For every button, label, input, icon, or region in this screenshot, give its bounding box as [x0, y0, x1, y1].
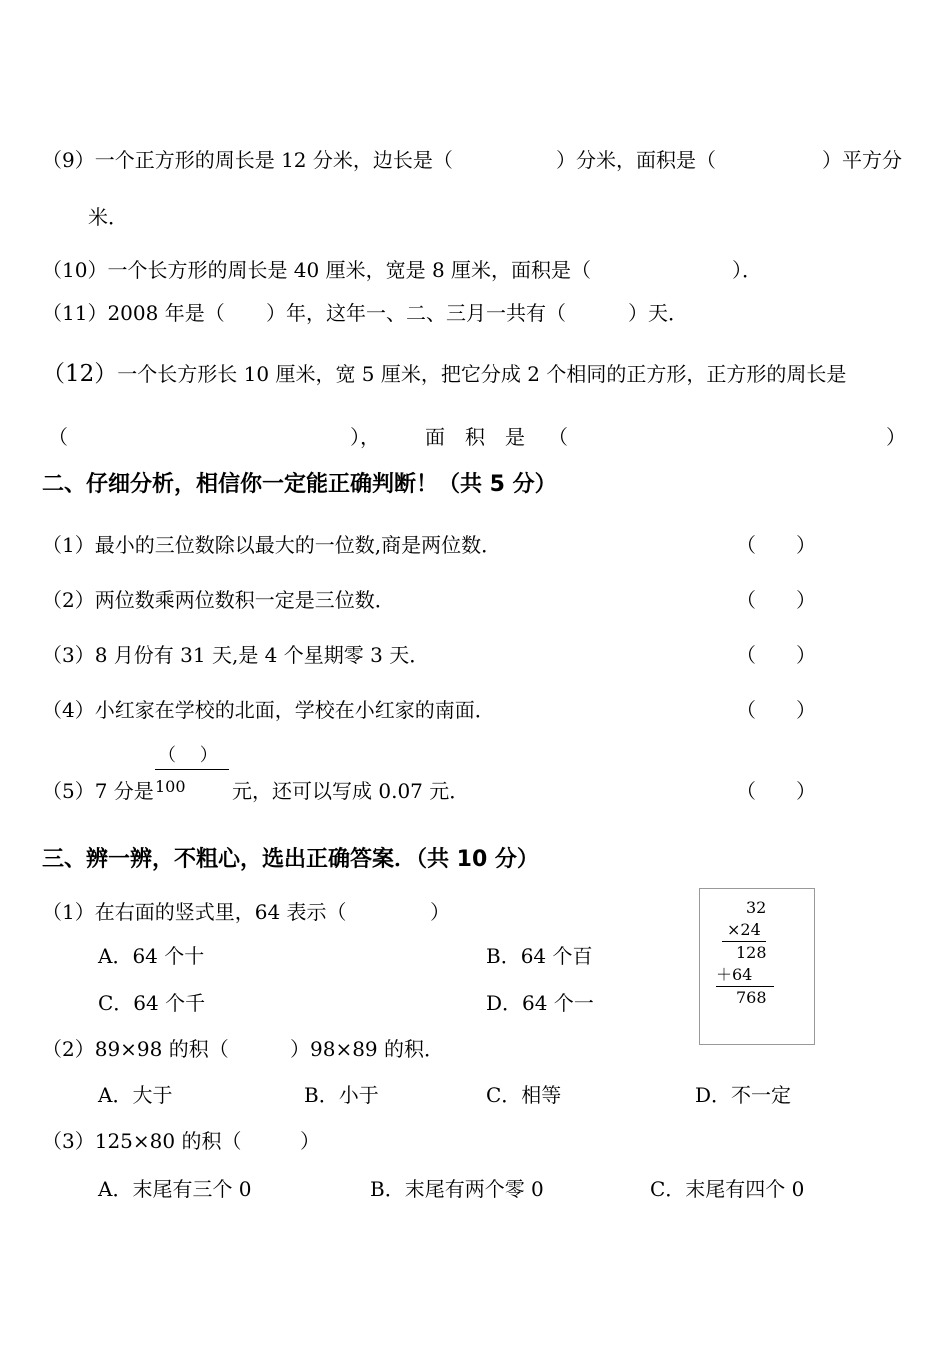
choice-q1-close: ） [430, 900, 450, 924]
judge-answer-3[interactable]: （ ） [736, 643, 816, 667]
choice-q1: （1）在右面的竖式里，64 表示（ [42, 900, 347, 924]
choice-q3: （3）125×80 的积（ [42, 1129, 242, 1153]
calc-partial-1: 128 [736, 943, 767, 962]
q12-open-paren-2: （ [548, 425, 568, 449]
choice-q3-close: ） [300, 1129, 320, 1153]
calc-rule-2 [716, 986, 774, 987]
q12-open-paren-1: （ [48, 425, 68, 449]
calc-rule-1 [722, 941, 766, 942]
q1-option-d[interactable]: D．64 个一 [486, 991, 594, 1015]
judge-item-4: （4）小红家在学校的北面，学校在小红家的南面． [42, 698, 495, 722]
calc-partial-2: ＋64 [716, 965, 753, 984]
q12-body: 一个长方形长 10 厘米，宽 5 厘米，把它分成 2 个相同的正方形，正方形的周长是 [117, 362, 847, 386]
judge-item-5-suffix: 元，还可以写成 0.07 元． [232, 779, 470, 803]
q10-text-1: （10）一个长方形的周长是 40 厘米，宽是 8 厘米，面积是（ [42, 258, 592, 282]
section3-heading: 三、辨一辨，不粗心，选出正确答案．（共 10 分） [42, 847, 539, 872]
choice-q2-close: ）98×89 的积． [290, 1037, 445, 1061]
q3-option-c[interactable]: C．末尾有四个 0 [650, 1177, 805, 1201]
q2-option-d[interactable]: D．不一定 [695, 1083, 792, 1107]
section2-heading: 二、仔细分析，相信你一定能正确判断！（共 5 分） [42, 472, 557, 497]
q3-option-a[interactable]: A．末尾有三个 0 [98, 1177, 252, 1201]
q1-option-b[interactable]: B．64 个百 [486, 944, 593, 968]
q11-text-2: ）年，这年一、二、三月一共有（ [266, 301, 566, 325]
q12-area-label: 面 积 是 [425, 425, 525, 449]
q9-text-2: ）分米，面积是（ [556, 148, 716, 172]
judge-item-3: （3）8 月份有 31 天,是 4 个星期零 3 天． [42, 643, 430, 667]
q2-option-b[interactable]: B．小于 [304, 1083, 379, 1107]
q12-close-paren-1: ）， [350, 425, 380, 449]
judge-item-1: （1）最小的三位数除以最大的一位数,商是两位数． [42, 533, 502, 557]
judge-answer-2[interactable]: （ ） [736, 588, 816, 612]
q5-fraction-numerator: （ ） [158, 745, 218, 766]
q9-text-cont: 米． [88, 205, 128, 229]
q9-text-1: （9）一个正方形的周长是 12 分米，边长是（ [42, 148, 453, 172]
q11-text-1: （11）2008 年是（ [42, 301, 225, 325]
q3-option-b[interactable]: B．末尾有两个零 0 [370, 1177, 544, 1201]
judge-item-5-prefix: （5）7 分是 [42, 779, 154, 803]
q10-text-2: ）． [732, 258, 762, 282]
q12-close-paren-2: ） [886, 425, 906, 449]
q9-text-3: ）平方分 [822, 148, 902, 172]
judge-answer-4[interactable]: （ ） [736, 698, 816, 722]
q2-option-c[interactable]: C．相等 [486, 1083, 562, 1107]
q11-text-3: ）天． [628, 301, 688, 325]
judge-item-2: （2）两位数乘两位数积一定是三位数． [42, 588, 395, 612]
judge-answer-1[interactable]: （ ） [736, 533, 816, 557]
q2-option-a[interactable]: A．大于 [98, 1083, 173, 1107]
calc-multiplier: ×24 [727, 920, 761, 939]
q5-fraction-bar [155, 769, 229, 770]
judge-answer-5[interactable]: （ ） [736, 779, 816, 803]
vertical-calculation-box [699, 888, 815, 1045]
q1-option-a[interactable]: A．64 个十 [98, 944, 205, 968]
q12-number: （12） [42, 361, 118, 387]
calc-multiplicand: 32 [746, 898, 767, 917]
q5-fraction-denominator: 100 [155, 777, 186, 796]
choice-q2: （2）89×98 的积（ [42, 1037, 229, 1061]
q1-option-c[interactable]: C．64 个千 [98, 991, 206, 1015]
calc-product: 768 [736, 988, 767, 1007]
q12-text [42, 362, 846, 386]
